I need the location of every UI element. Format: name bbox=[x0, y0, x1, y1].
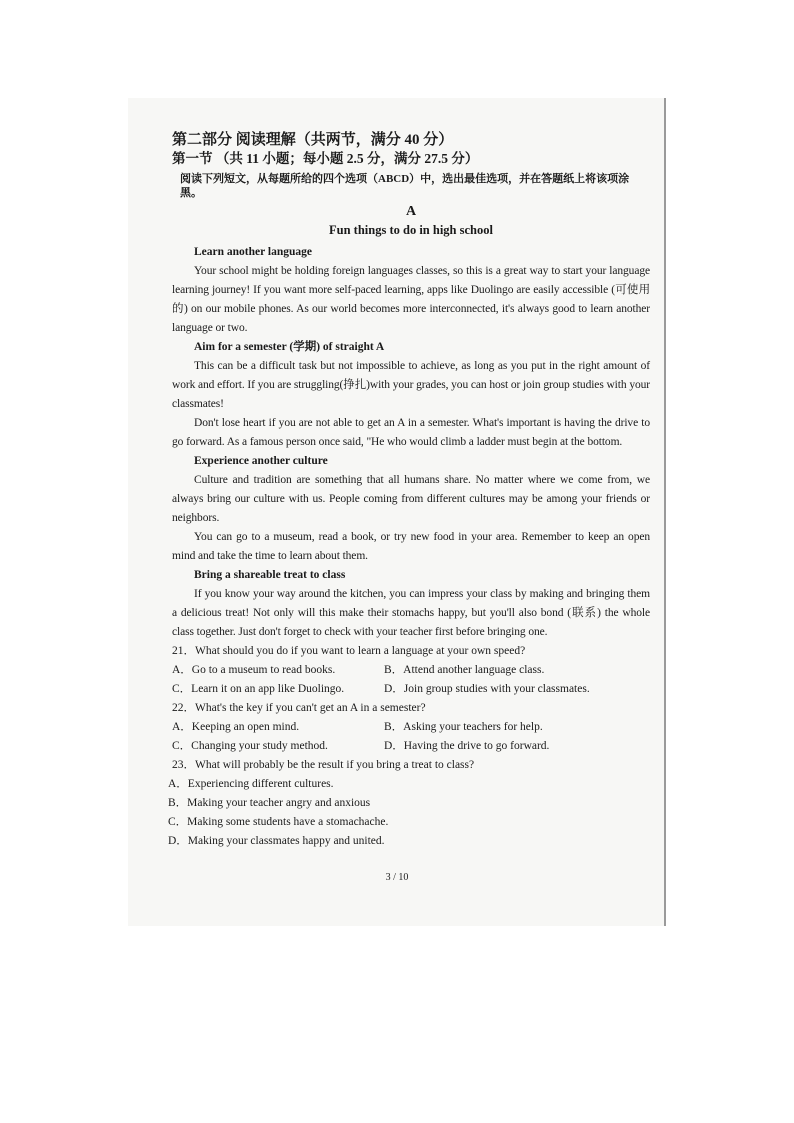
option-b: B．Attend another language class. bbox=[384, 664, 545, 676]
subheading-semester: Aim for a semester (学期) of straight A bbox=[194, 341, 385, 353]
paragraph: If you know your way around the kitchen, you can impress your class by making and bringing them a delicious treat! Not only will this make their stomachs happy, but you'll also bond (联系) the whole class together. Just don't forget to check with your teacher first before bringing one. bbox=[172, 588, 650, 638]
option-d: D．Join group studies with your classmates. bbox=[384, 683, 590, 695]
option-b: B．Asking your teachers for help. bbox=[384, 721, 543, 733]
question-22-options bbox=[172, 718, 650, 737]
exam-content bbox=[168, 130, 650, 851]
subheading-culture: Experience another culture bbox=[194, 455, 328, 467]
question-21-options bbox=[172, 661, 650, 680]
option-c: C．Changing your study method. bbox=[172, 740, 328, 752]
option-d: D．Having the drive to go forward. bbox=[384, 740, 550, 752]
option-a: A．Go to a museum to read books. bbox=[172, 664, 336, 676]
passage-letter: A bbox=[405, 204, 417, 219]
part-heading: 第二部分 阅读理解（共两节，满分 40 分） bbox=[172, 132, 454, 148]
question-23-stem: 23．What will probably be the result if you bring a treat to class? bbox=[172, 759, 475, 771]
option-c: C．Learn it on an app like Duolingo. bbox=[172, 683, 345, 695]
option-a: A．Experiencing different cultures. bbox=[168, 778, 334, 790]
passage-title: Fun things to do in high school bbox=[329, 223, 493, 237]
paragraph: This can be a difficult task but not impossible to achieve, as long as you put in the right amount of work and effort. If you are struggling(挣扎)with your grades, you can host or join group studies with your classmates! bbox=[172, 360, 650, 410]
option-d: D．Making your classmates happy and united. bbox=[168, 835, 385, 847]
option-c: C．Making some students have a stomachache. bbox=[168, 816, 389, 828]
subheading-treat: Bring a shareable treat to class bbox=[194, 569, 346, 581]
subheading-language: Learn another language bbox=[194, 246, 312, 258]
question-22-stem: 22．What's the key if you can't get an A in a semester? bbox=[172, 702, 426, 714]
option-a: A．Keeping an open mind. bbox=[172, 721, 300, 733]
option-b: B．Making your teacher angry and anxious bbox=[168, 797, 371, 809]
page-number: 3 / 10 bbox=[385, 872, 409, 883]
paragraph: Culture and tradition are something that all humans share. No matter where we come from, we always bring our culture with us. People coming from different cultures may be among your friends or neighbors. bbox=[172, 474, 650, 524]
paragraph: You can go to a museum, read a book, or try new food in your area. Remember to keep an open mind and take the time to learn about them. bbox=[172, 531, 650, 562]
instructions: 阅读下列短文，从每题所给的四个选项（ABCD）中，选出最佳选项，并在答题纸上将该项涂黑。 bbox=[180, 173, 630, 199]
section-heading: 第一节 （共 11 小题；每小题 2.5 分，满分 27.5 分） bbox=[172, 151, 479, 166]
question-22-options bbox=[172, 737, 650, 756]
question-21-options bbox=[172, 680, 650, 699]
page-edge-line bbox=[664, 98, 666, 926]
question-21-stem: 21．What should you do if you want to learn a language at your own speed? bbox=[172, 645, 526, 657]
paragraph: Don't lose heart if you are not able to get an A in a semester. What's important is having the drive to go forward. As a famous person once said, "He who would climb a ladder must begin at the bottom. bbox=[172, 417, 650, 448]
paragraph: Your school might be holding foreign languages classes, so this is a great way to start your language learning journey! If you want more self-paced learning, apps like Duolingo are easily accessible (可使用的) on our mobile phones. As our world becomes more interconnected, it's always good to learn another language or two. bbox=[172, 265, 650, 334]
